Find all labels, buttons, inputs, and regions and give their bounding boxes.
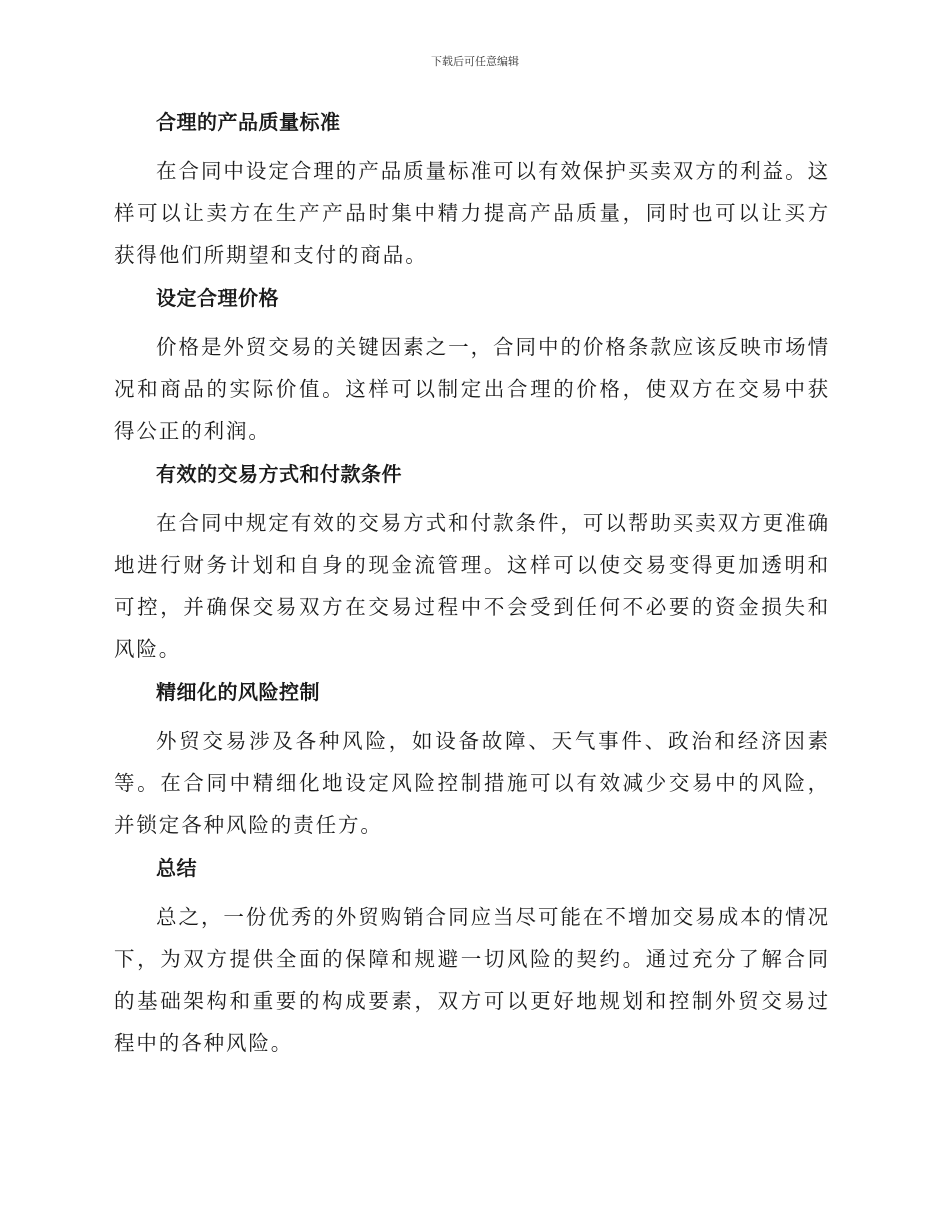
section-heading: 设定合理价格 [156,286,279,310]
section-paragraph: 价格是外贸交易的关键因素之一，合同中的价格条款应该反映市场情况和商品的实际价值。这样可以制定出合理的价格，使双方在交易中获得公正的利润。 [114,335,830,443]
section-risk-control [114,678,830,846]
section-payment-terms [114,460,830,670]
document-body [114,108,830,1072]
section-heading: 有效的交易方式和付款条件 [156,462,402,486]
section-reasonable-price [114,284,830,452]
section-heading: 总结 [156,856,197,880]
section-paragraph: 在合同中规定有效的交易方式和付款条件，可以帮助买卖双方更准确地进行财务计划和自身的现金流管理。这样可以使交易变得更加透明和可控，并确保交易双方在交易过程中不会受到任何不必要的资金损失和风险。 [114,511,830,661]
section-product-quality [114,108,830,276]
section-paragraph: 外贸交易涉及各种风险，如设备故障、天气事件、政治和经济因素等。在合同中精细化地设定风险控制措施可以有效减少交易中的风险，并锁定各种风险的责任方。 [114,729,830,837]
section-summary [114,854,830,1064]
page-header: 下载后可任意编辑 [431,55,519,68]
section-heading: 精细化的风险控制 [156,680,320,704]
section-paragraph: 在合同中设定合理的产品质量标准可以有效保护买卖双方的利益。这样可以让卖方在生产产品时集中精力提高产品质量，同时也可以让买方获得他们所期望和支付的商品。 [114,159,830,267]
section-heading: 合理的产品质量标准 [156,110,341,134]
section-paragraph: 总之，一份优秀的外贸购销合同应当尽可能在不增加交易成本的情况下，为双方提供全面的保障和规避一切风险的契约。通过充分了解合同的基础架构和重要的构成要素，双方可以更好地规划和控制外贸交易过程中的各种风险。 [114,905,830,1055]
